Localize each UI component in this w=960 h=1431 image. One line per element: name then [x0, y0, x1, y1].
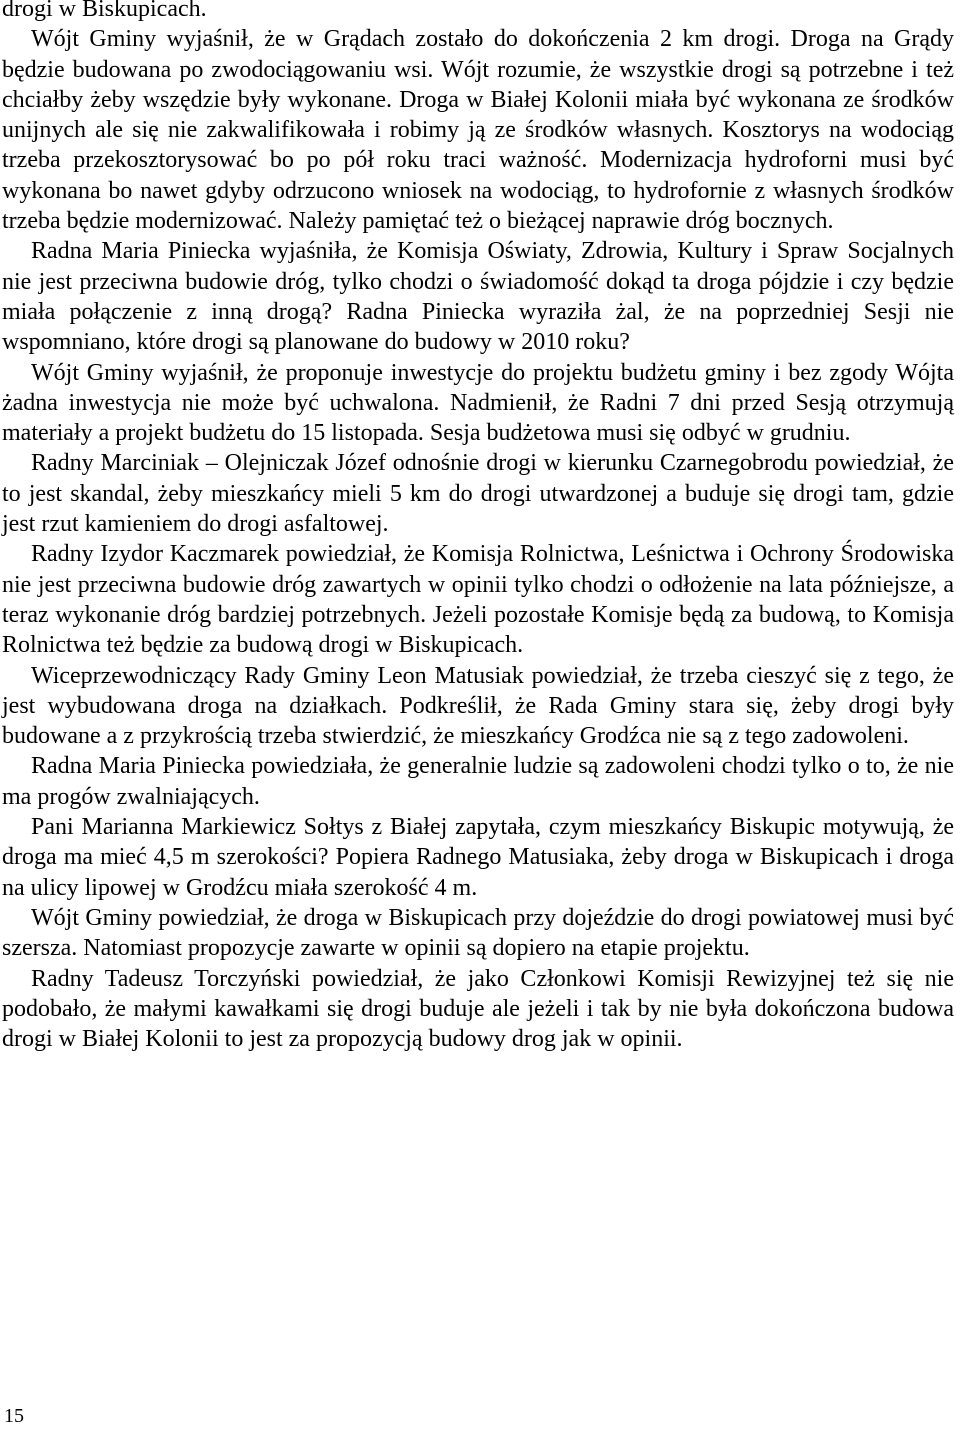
paragraph-continuation: drogi w Biskupicach.: [2, 0, 207, 22]
page-number: 15: [4, 1405, 24, 1427]
paragraph-wojt-biskupice: Wójt Gminy powiedział, że droga w Biskupicach przy dojeździe do drogi powiatowej musi być szersza. Natomiast propozycje zawarte w opinii są dopiero na etapie projektu.: [2, 904, 954, 962]
paragraph-marciniak: Radny Marciniak – Olejniczak Józef odnośnie drogi w kierunku Czarnegobrodu powiedział, że to jest skandal, żeby mieszkańcy mieli 5 km do drogi utwardzonej a buduje się drogi tam, gdzie jest rzut kamieniem do drogi asfaltowej.: [2, 450, 954, 538]
paragraph-kaczmarek: Radny Izydor Kaczmarek powiedział, że Komisja Rolnictwa, Leśnictwa i Ochrony Środowiska nie jest przeciwna budowie dróg zawartych w opinii tylko chodzi o odłożenie na lata późniejsze, a teraz wykonanie dróg bardziej potrzebnych. Jeżeli pozostałe Komisje będą za budową, to Komisja Rolnictwa też będzie za budową drogi w Biskupicach.: [2, 541, 954, 659]
paragraph-torczynski: Radny Tadeusz Torczyński powiedział, że jako Członkowi Komisji Rewizyjnej też się nie podobało, że małymi kawałkami się drogi buduje ale jeżeli i tak by nie była dokończona budowa drogi w Białej Kolonii to jest za propozycją budowy drog jak w opinii.: [2, 965, 954, 1053]
paragraph-markiewicz: Pani Marianna Markiewicz Sołtys z Białej zapytała, czym mieszkańcy Biskupic motywują, że droga ma mieć 4,5 m szerokości? Popiera Radnego Matusiaka, żeby droga w Biskupicach i droga na ulicy lipowej w Grodźcu miała szerokość 4 m.: [2, 814, 954, 901]
paragraph-matusiak: Wiceprzewodniczący Rady Gminy Leon Matusiak powiedział, że trzeba cieszyć się z tego, że jest wybudowana droga na działkach. Podkreślił, że Rada Gminy stara się, żeby drogi były budowane a z przykrością trzeba stwierdzić, że mieszkańcy Grodźca nie są z tego zadowoleni.: [2, 662, 954, 750]
paragraph-wojt-grady: Wójt Gminy wyjaśnił, że w Grądach zostało do dokończenia 2 km drogi. Droga na Grądy będzie budowana po zwodociągowaniu wsi. Wójt rozumie, że wszystkie drogi są potrzebne i też chciałby żeby wszędzie były wykonane. Droga w Białej Kolonii miała być wykonana ze środków unijnych ale się nie zakwalifikowała i robimy ją ze środków własnych. Kosztorys na wodociąg trzeba przekosztorysować bo po pół roku traci ważność. Modernizacja hydroforni musi być wykonana bo nawet gdyby odrzucono wniosek na wodociąg, to hydrofornie z własnych środków trzeba będzie modernizować. Należy pamiętać też o bieżącej naprawie dróg bocznych.: [2, 26, 954, 235]
document-page: [2, 0, 954, 1054]
paragraph-wojt-budzet: Wójt Gminy wyjaśnił, że proponuje inwestycje do projektu budżetu gminy i bez zgody Wójta żadna inwestycja nie może być uchwalona. Nadmienił, że Radni 7 dni przed Sesją otrzymują materiały a projekt budżetu do 15 listopada. Sesja budżetowa musi się odbyć w grudniu.: [2, 359, 954, 447]
paragraph-piniecka-progi: Radna Maria Piniecka powiedziała, że generalnie ludzie są zadowoleni chodzi tylko o to, że nie ma progów zwalniających.: [2, 753, 954, 810]
paragraph-piniecka-komisja: Radna Maria Piniecka wyjaśniła, że Komisja Oświaty, Zdrowia, Kultury i Spraw Socjalnych nie jest przeciwna budowie dróg, tylko chodzi o świadomość dokąd ta droga pójdzie i czy będzie miała połączenie z inną drogą? Radna Piniecka wyraziła żal, że na poprzedniej Sesji nie wspomniano, które drogi są planowane do budowy w 2010 roku?: [2, 238, 954, 356]
